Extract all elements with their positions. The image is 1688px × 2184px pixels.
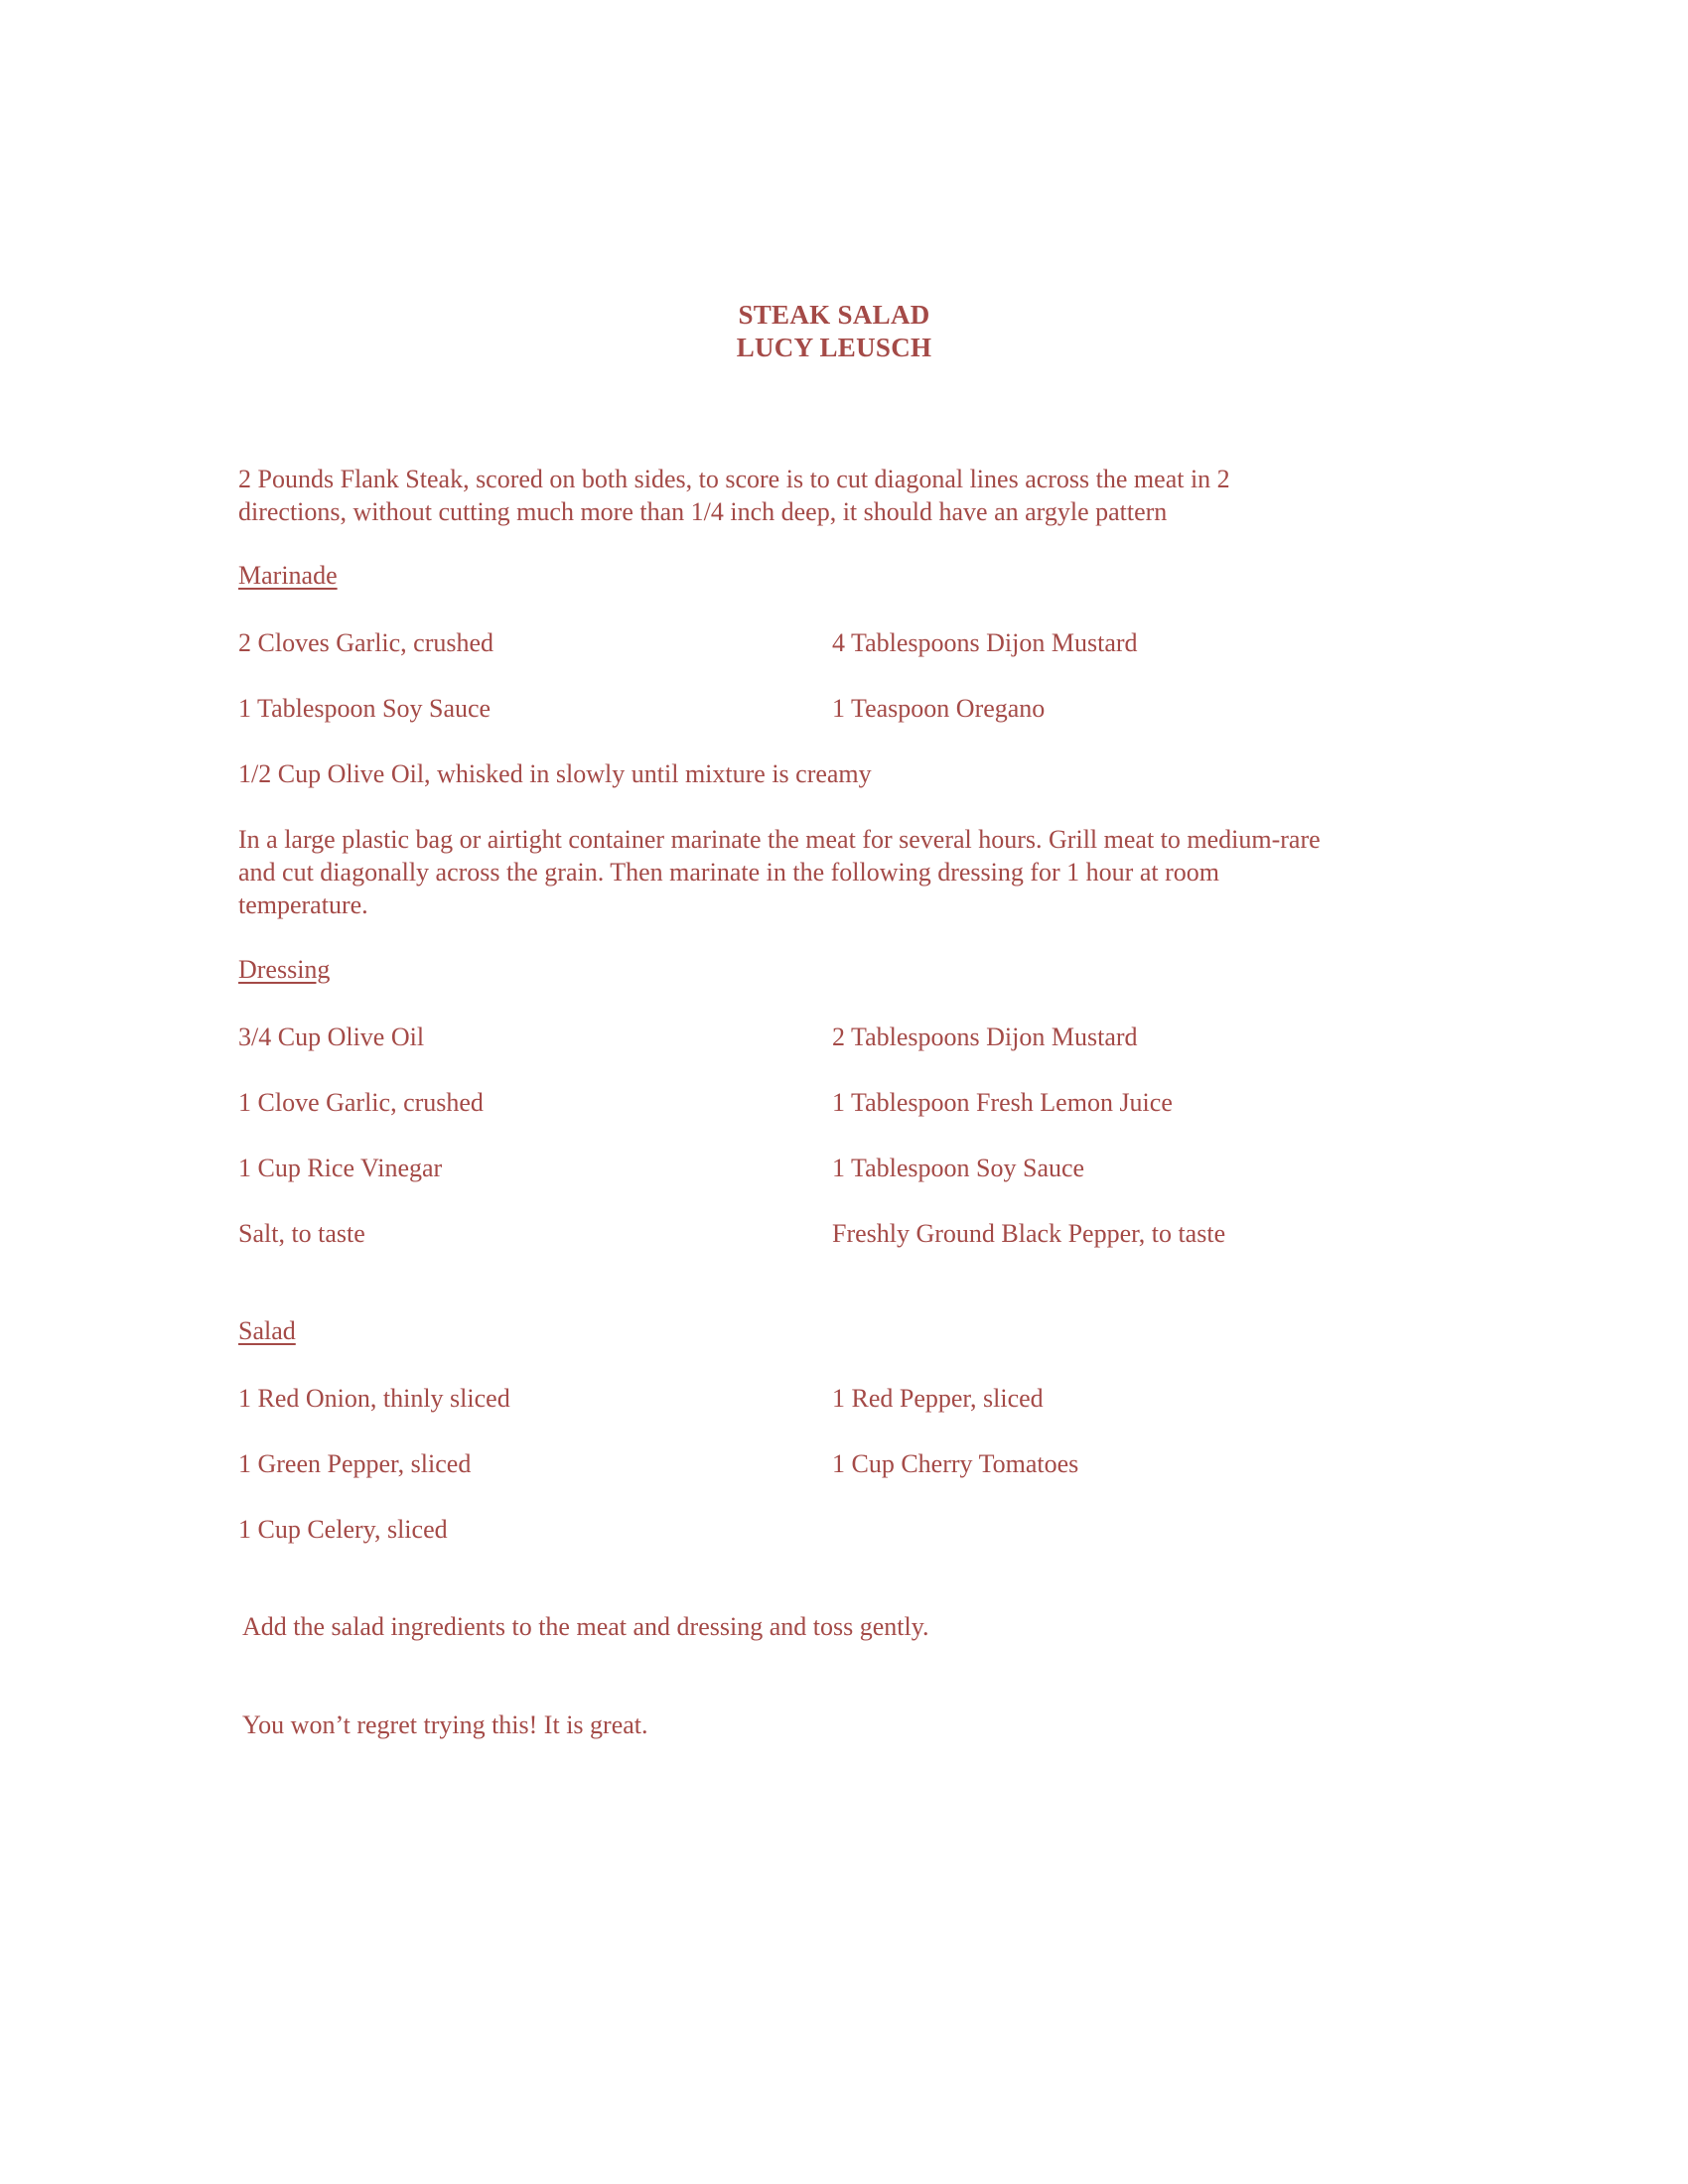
salad-ingredient: 1 Red Pepper, sliced (832, 1384, 1044, 1413)
closing-remark: You won’t regret trying this! It is great. (242, 1710, 648, 1739)
marinade-instructions-line-3: temperature. (238, 890, 368, 919)
marinade-ingredient: 4 Tablespoons Dijon Mustard (832, 628, 1138, 657)
salad-ingredient: 1 Green Pepper, sliced (238, 1449, 472, 1478)
marinade-oil: 1/2 Cup Olive Oil, whisked in slowly until mixture is creamy (238, 759, 872, 788)
marinade-ingredient: 1 Tablespoon Soy Sauce (238, 694, 492, 723)
marinade-instructions-line-1: In a large plastic bag or airtight container marinate the meat for several hours. Grill meat to medium-rare (238, 825, 1321, 854)
salad-ingredient: 1 Cup Cherry Tomatoes (832, 1449, 1079, 1478)
recipe-author: LUCY LEUSCH (736, 333, 932, 362)
dressing-ingredient: 1 Clove Garlic, crushed (238, 1088, 484, 1117)
salad-heading: Salad (238, 1316, 296, 1345)
marinade-ingredient: 1 Teaspoon Oregano (832, 694, 1046, 723)
dressing-ingredient: 1 Tablespoon Soy Sauce (832, 1154, 1085, 1182)
intro-line-2: directions, without cutting much more than 1/4 inch deep, it should have an argyle pattern (238, 497, 1168, 526)
salad-ingredient: 1 Red Onion, thinly sliced (238, 1384, 510, 1413)
marinade-heading: Marinade (238, 561, 338, 590)
dressing-ingredient: 1 Cup Rice Vinegar (238, 1154, 443, 1182)
dressing-ingredient: Salt, to taste (238, 1219, 365, 1248)
marinade-instructions-line-2: and cut diagonally across the grain. Then marinate in the following dressing for 1 hour at room (238, 858, 1219, 887)
marinade-ingredient: 2 Cloves Garlic, crushed (238, 628, 494, 657)
dressing-heading: Dressing (238, 955, 331, 984)
recipe-title: STEAK SALAD (738, 300, 930, 330)
dressing-ingredient: Freshly Ground Black Pepper, to taste (832, 1219, 1226, 1248)
dressing-ingredient: 3/4 Cup Olive Oil (238, 1023, 425, 1051)
salad-ingredient: 1 Cup Celery, sliced (238, 1515, 448, 1544)
intro-line-1: 2 Pounds Flank Steak, scored on both sides, to score is to cut diagonal lines across the meat in 2 (238, 465, 1230, 493)
dressing-ingredient: 2 Tablespoons Dijon Mustard (832, 1023, 1138, 1051)
dressing-ingredient: 1 Tablespoon Fresh Lemon Juice (832, 1088, 1173, 1117)
salad-instruction: Add the salad ingredients to the meat and dressing and toss gently. (242, 1612, 929, 1641)
